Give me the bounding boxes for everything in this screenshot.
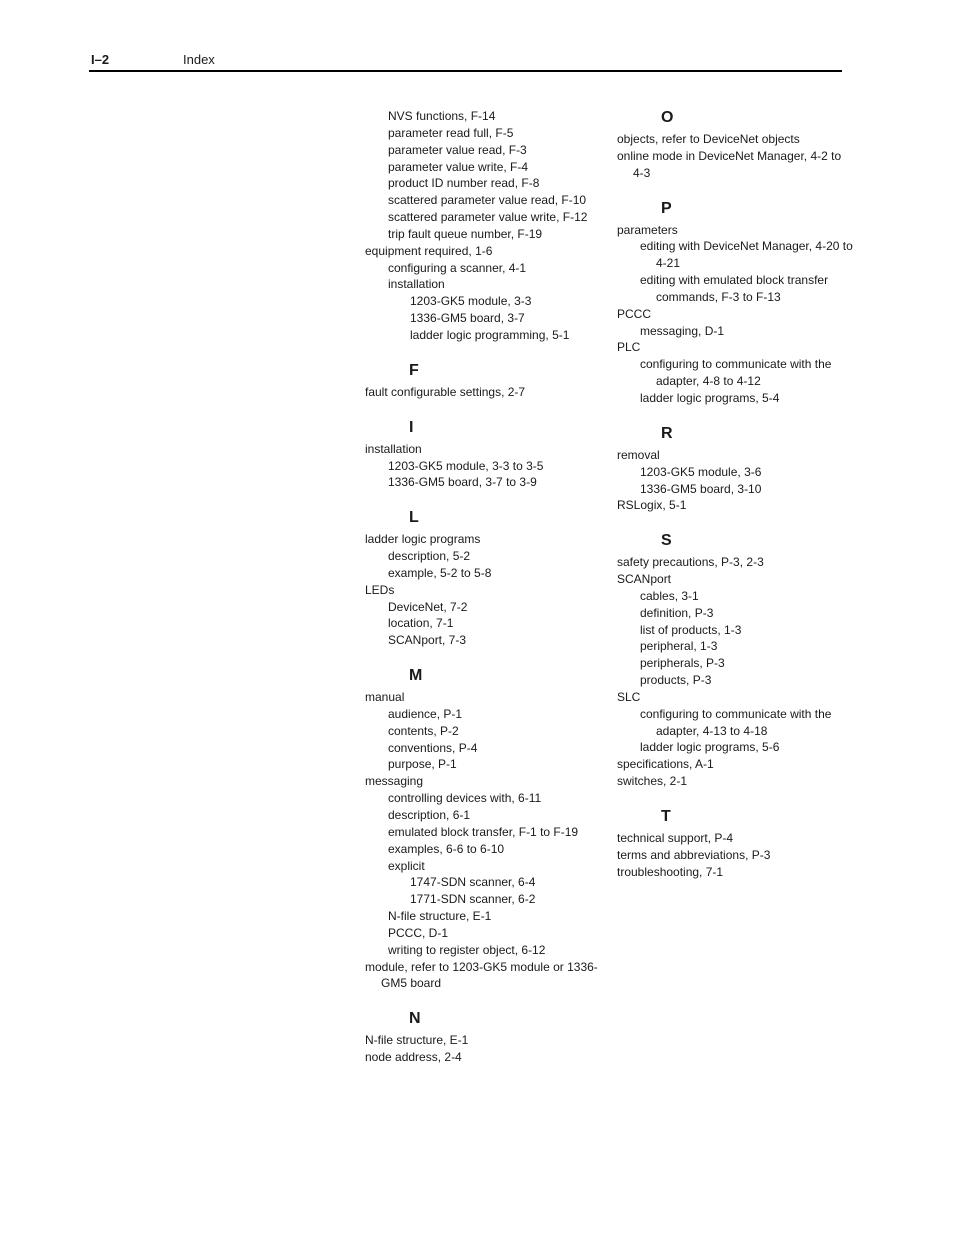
index-subentry: explicit: [388, 858, 425, 873]
index-subentry: configuring a scanner, 4-1: [388, 260, 527, 275]
index-entry: SCANport: [617, 572, 672, 587]
index-letter-heading: O: [661, 109, 674, 126]
index-subentry: ladder logic programs, 5-6: [640, 740, 780, 755]
index-subentry: 1771-SDN scanner, 6-2: [410, 892, 536, 907]
index-subentry: scattered parameter value read, F-10: [388, 193, 587, 208]
index-entry: specifications, A-1: [617, 757, 714, 772]
index-subentry: ladder logic programming, 5-1: [410, 327, 570, 342]
index-entry: installation: [365, 441, 422, 456]
index-subentry: configuring to communicate with the adapter, 4-8 to 4-12: [640, 357, 832, 389]
index-subentry: conventions, P-4: [388, 740, 478, 755]
index-subentry: NVS functions, F-14: [388, 109, 496, 123]
index-letter-heading: P: [661, 199, 672, 217]
index-subentry: PCCC, D-1: [388, 925, 449, 940]
index-entry: terms and abbreviations, P-3: [617, 847, 771, 862]
index-subentry: DeviceNet, 7-2: [388, 599, 468, 614]
index-subentry: parameter value read, F-3: [388, 142, 527, 157]
index-subentry: description, 5-2: [388, 549, 471, 564]
index-subentry: scattered parameter value write, F-12: [388, 210, 588, 225]
index-entry: N-file structure, E-1: [365, 1033, 469, 1048]
index-entry: technical support, P-4: [617, 831, 734, 845]
index-subentry: 1203-GK5 module, 3-3: [410, 294, 532, 309]
index-subentry: audience, P-1: [388, 706, 463, 721]
index-entry: objects, refer to DeviceNet objects: [617, 132, 800, 146]
index-letter-heading: L: [409, 509, 419, 527]
index-letter-heading: R: [661, 424, 673, 442]
page-number: I–2: [91, 52, 110, 67]
index-subentry: configuring to communicate with the adapter, 4-13 to 4-18: [640, 706, 832, 738]
index-subentry: installation: [388, 277, 445, 292]
index-subentry: example, 5-2 to 5-8: [388, 565, 492, 580]
index-entry: messaging: [365, 774, 424, 789]
index-entry: SLC: [617, 689, 641, 704]
index-subentry: 1203-GK5 module, 3-3 to 3-5: [388, 458, 544, 473]
index-entry: removal: [617, 447, 660, 462]
index-entry: LEDs: [365, 582, 395, 597]
index-subentry: peripherals, P-3: [640, 656, 725, 671]
index-subentry: examples, 6-6 to 6-10: [388, 841, 505, 856]
index-subentry: emulated block transfer, F-1 to F-19: [388, 824, 579, 839]
index-subentry: products, P-3: [640, 673, 712, 688]
index-subentry: description, 6-1: [388, 808, 471, 822]
index-subentry: 1203-GK5 module, 3-6: [640, 464, 762, 479]
index-entry: ladder logic programs: [365, 532, 481, 547]
index-subentry: 1336-GM5 board, 3-10: [640, 481, 762, 496]
index-entry: fault configurable settings, 2-7: [365, 384, 526, 399]
index-subentry: definition, P-3: [640, 605, 714, 620]
index-entry: PCCC: [617, 306, 652, 321]
index-entry: troubleshooting, 7-1: [617, 864, 724, 879]
index-letter-heading: N: [409, 1010, 421, 1028]
index-column-left: [365, 108, 605, 1066]
index-subentry: SCANport, 7-3: [388, 633, 467, 648]
index-subentry: product ID number read, F-8: [388, 176, 540, 191]
index-subentry: N-file structure, E-1: [388, 909, 492, 924]
index-subentry: location, 7-1: [388, 616, 454, 631]
index-subentry: messaging, D-1: [640, 323, 725, 338]
index-subentry: writing to register object, 6-12: [388, 942, 546, 957]
index-subentry: parameter value write, F-4: [388, 159, 529, 174]
index-subentry: list of products, 1-3: [640, 622, 742, 637]
index-subentry: purpose, P-1: [388, 757, 457, 772]
index-subentry: editing with DeviceNet Manager, 4-20 to 4-21: [640, 239, 853, 271]
index-subentry: parameter read full, F-5: [388, 125, 514, 140]
index-subentry: 1747-SDN scanner, 6-4: [410, 875, 536, 890]
index-subentry: 1336-GM5 board, 3-7: [410, 311, 525, 326]
index-entry: module, refer to 1203-GK5 module or 1336-GM5 board: [365, 959, 598, 991]
index-letter-heading: M: [409, 667, 423, 685]
running-header-title: Index: [183, 52, 215, 67]
index-subentry: cables, 3-1: [640, 588, 699, 603]
index-subentry: contents, P-2: [388, 723, 459, 738]
index-subentry: peripheral, 1-3: [640, 639, 718, 654]
index-entry: node address, 2-4: [365, 1050, 462, 1065]
index-entry: PLC: [617, 340, 641, 355]
index-subentry: editing with emulated block transfer commands, F-3 to F-13: [640, 273, 829, 304]
index-column-right: [617, 108, 853, 881]
index-entry: parameters: [617, 222, 678, 237]
index-letter-heading: I: [409, 418, 414, 436]
index-entry: equipment required, 1-6: [365, 243, 493, 258]
index-entry: manual: [365, 690, 405, 705]
index-letter-heading: S: [661, 532, 672, 550]
index-entry: RSLogix, 5-1: [617, 498, 687, 513]
index-letter-heading: F: [409, 361, 419, 379]
index-entry: online mode in DeviceNet Manager, 4-2 to 4-3: [617, 148, 842, 180]
index-subentry: trip fault queue number, F-19: [388, 226, 543, 241]
index-subentry: 1336-GM5 board, 3-7 to 3-9: [388, 475, 537, 490]
index-subentry: ladder logic programs, 5-4: [640, 390, 780, 405]
index-letter-heading: T: [661, 808, 671, 825]
header-rule: [89, 70, 842, 72]
index-entry: switches, 2-1: [617, 774, 688, 789]
index-subentry: controlling devices with, 6-11: [388, 791, 542, 806]
index-entry: safety precautions, P-3, 2-3: [617, 555, 764, 570]
